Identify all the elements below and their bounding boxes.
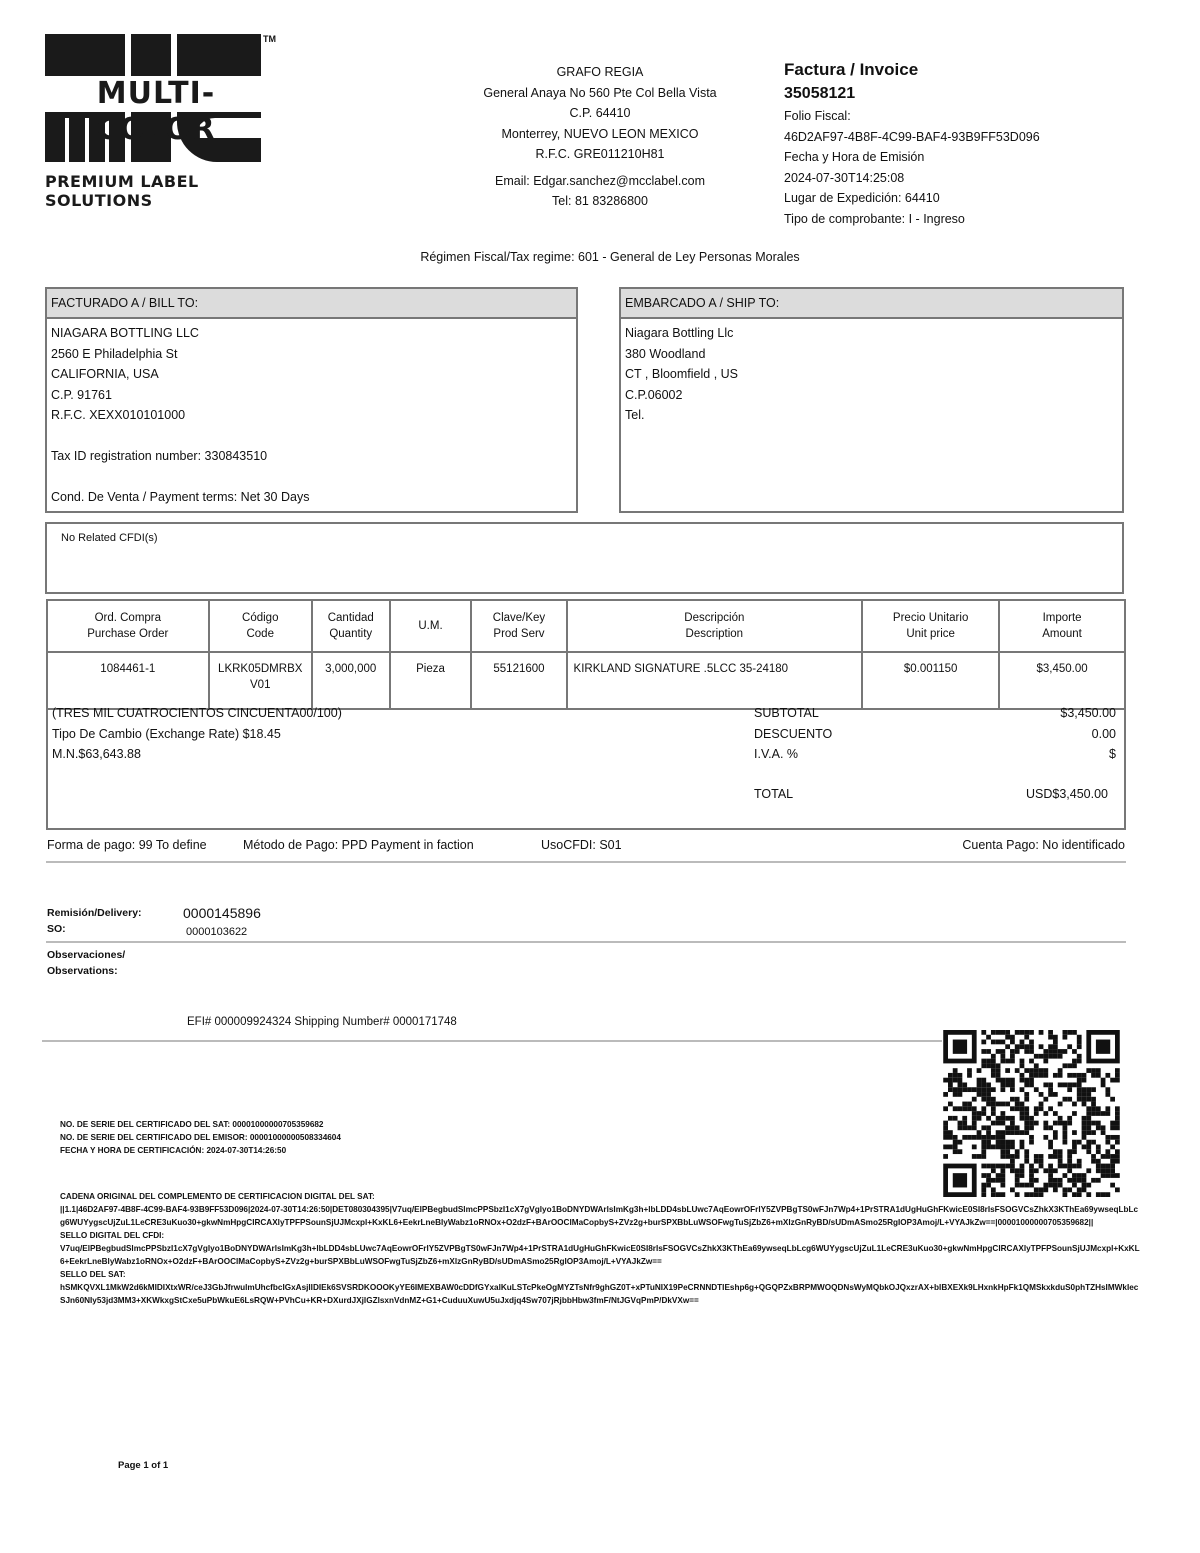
certification-date: FECHA Y HORA DE CERTIFICACIÓN: 2024-07-30T14:26:50	[60, 1146, 287, 1155]
so-label: SO:	[47, 923, 66, 935]
observations-label	[47, 947, 125, 979]
so-number: 0000103622	[186, 926, 248, 938]
totals-box	[46, 697, 1126, 830]
issuer-city: Monterrey, NUEVO LEON MEXICO	[501, 126, 699, 141]
column-header-line: Cantidad	[327, 612, 374, 624]
related-cfdi-box	[45, 522, 1124, 594]
column-header	[471, 600, 566, 652]
issuer-address: General Anaya No 560 Pte Col Bella Vista	[483, 85, 717, 100]
items-table	[46, 599, 1126, 710]
sello-cfdi-label: SELLO DIGITAL DEL CFDI:	[60, 1231, 165, 1240]
address-line: C.P.06002	[625, 387, 683, 402]
issuer-email: Email: Edgar.sanchez@mcclabel.com	[495, 173, 705, 188]
cfdi-use: UsoCFDI: S01	[541, 838, 622, 852]
issuer-tel: Tel: 81 83286800	[552, 194, 648, 208]
issuer-cp: C.P. 64410	[569, 106, 631, 120]
sello-sat: hSMKQVXL1MkW2d6kMIDIXtxWR/ceJ3GbJfrwulmUhcfbcIGxAsjIIDIEk6SVSRDKOOOKyYE6IMEXBAW0cDDfGYxalKuLSTcPkeOgMYZTsNfr9ghGZ0T+xPTuNIX19PeCRNNDTIEshp6g+QGQPZxBRPMWOQDNsWyMQbkOJQxzrAX+bIBXEXk9LHxnkHpFk1QMSkxkduS0phTZHsIMWkIecSJn60NIy53jd3MM3+XKWkxgStCxe5uPbWkuE6LsRQW+PVhCu+KR+DXurdJXjlGZlsxnVdnMZ+G1+CuduuXuwU5uJxdjq4Sw707jRjbbHbw3fmF/NtJGVqPmP/DkVXw==	[60, 1283, 1139, 1305]
invoice-info	[784, 58, 1124, 229]
iva-label: I.V.A. %	[754, 747, 799, 761]
voucher-type: Tipo de comprobante: I - Ingreso	[784, 211, 965, 226]
total-value: USD$3,450.00	[1025, 787, 1108, 801]
address-line: R.F.C. XEXX010101000	[51, 408, 186, 422]
logo-wordmark: MULTI-COLOR	[45, 76, 267, 112]
table-cell: $0.001150	[862, 652, 999, 709]
bill-to-lines	[47, 319, 576, 512]
table-cell: LKRK05DMRBX V01	[209, 652, 312, 709]
sello-cfdi: V7uq/ElPBegbudSlmcPPSbzI1cX7gVglyo1BoDNYDWArlsImKg3h+lbLDD4sbLUwc7AqEowrOFrlY5ZVPBgTS0wFJn7Wp4+1PrSTRA1dUgHuGhFKwicE0SI8rIsFSOGVCsZhkX3KThEa69ywseqLbLcg6WUYygscUjZuL1LeCRE3uKuo30+gkwNmHpgCIRCAXlyTPFPSounSjUJMcxpl+KxKL6+EekrLneBlyWabz1oRNOx+O2dzF+BArOOClMaCopbyS+ZVz2g+burSPXBbLuWSOFwgTuSjZbZ6+mXlzGnRyBD/sUDmASmo25RgIOP3Amoj/L+VYAJkZw==	[60, 1244, 1140, 1266]
folio-label: Folio Fiscal:	[784, 109, 851, 123]
address-line: Niagara Bottling Llc	[625, 326, 734, 340]
address-line	[51, 426, 572, 447]
column-header	[209, 600, 312, 652]
address-line: 380 Woodland	[625, 346, 706, 361]
issuer-rfc: R.F.C. GRE011210H81	[535, 147, 665, 161]
bill-to-heading: FACTURADO A / BILL TO:	[47, 289, 576, 319]
observations-label-en: Observations:	[47, 965, 118, 977]
bill-to-box	[45, 287, 578, 513]
table-cell: $3,450.00	[999, 652, 1125, 709]
date-label: Fecha y Hora de Emisión	[784, 150, 925, 164]
iva-value: $	[1109, 747, 1116, 761]
column-header-line: Code	[246, 628, 274, 640]
table-cell: 1084461-1	[47, 652, 209, 709]
observations-label-es: Observaciones/	[47, 949, 126, 961]
payment-form: Forma de pago: 99 To define	[47, 838, 207, 852]
column-header	[567, 600, 863, 652]
table-cell: KIRKLAND SIGNATURE .5LCC 35-24180	[567, 652, 863, 709]
payment-method: Método de Pago: PPD Payment in faction	[243, 838, 474, 852]
address-line: Cond. De Venta / Payment terms: Net 30 Days	[51, 490, 310, 504]
tax-regime: Régimen Fiscal/Tax regime: 601 - General de Ley Personas Morales	[420, 250, 800, 264]
logo-tagline: PREMIUM LABEL SOLUTIONS	[45, 172, 199, 210]
remision-label: Remisión/Delivery:	[47, 907, 142, 919]
divider	[46, 861, 1126, 863]
column-header-line: U.M.	[418, 620, 443, 632]
expedition-place: Lugar de Expedición: 64410	[784, 191, 940, 205]
table-cell: 55121600	[471, 652, 566, 709]
column-header-line: Precio Unitario	[892, 612, 969, 624]
column-header-line: Description	[685, 628, 744, 640]
table-cell: Pieza	[390, 652, 472, 709]
qr-code	[943, 1030, 1120, 1197]
column-header	[312, 600, 390, 652]
column-header-line: Amount	[1042, 628, 1082, 640]
ship-to-heading: EMBARCADO A / SHIP TO:	[621, 289, 1122, 319]
address-line: CALIFORNIA, USA	[51, 367, 159, 381]
column-header-line: Importe	[1042, 612, 1082, 624]
remision-number: 0000145896	[183, 905, 261, 921]
divider	[46, 941, 1126, 943]
amount-mn: M.N.$63,643.88	[52, 747, 141, 761]
folio-fiscal: 46D2AF97-4B8F-4C99-BAF4-93B9FF53D096	[784, 129, 1040, 144]
emisor-certificate: NO. DE SERIE DEL CERTIFICADO DEL EMISOR: 00001000000508334604	[60, 1133, 341, 1142]
column-header	[390, 600, 472, 652]
certificate-info	[60, 1118, 1140, 1157]
issue-date: 2024-07-30T14:25:08	[784, 170, 905, 185]
column-header-line: Código	[242, 612, 279, 624]
column-header	[999, 600, 1125, 652]
table-cell: 3,000,000	[312, 652, 390, 709]
address-line: Tax ID registration number: 330843510	[51, 449, 268, 463]
issuer-name: GRAFO REGIA	[556, 65, 644, 79]
table-header-row	[47, 600, 1125, 652]
cadena-label: CADENA ORIGINAL DEL COMPLEMENTO DE CERTIFICACION DIGITAL DEL SAT:	[60, 1192, 375, 1201]
cadena-original: ||1.1|46D2AF97-4B8F-4C99-BAF4-93B9FF53D096|2024-07-30T14:26:50|DET080304395|V7uq/ElPBegbudSlmcPPSbzI1cX7gVglyo1BoDNYDWArlsImKg3h+lbLDD4sbLUwc7AqEowrOFrlY5ZVPBgTS0wFJn7Wp4+1PrSTRA1dUgHuGhFKwicE0SI8rIsFSOGVCsZhkX3KThEa69ywseqLbLcg6WUYygscUjZuL1LeCRE3uKuo30+gkwNmHpgCIRCAXlyTPFPSounSjUJMcxpl+KxKL6+EekrLneBlyWabz1oRNOx+O2dzF+BArOOClMaCopbyS+ZVz2g+burSPXBbLuWSOFwgTuSjZbZ6+mXlzGnRyBD/sUDmASmo25RgIOP3Amoj/L+VYAJkZw==|00001000000705359682||	[60, 1205, 1139, 1227]
discount-value: 0.00	[1091, 726, 1116, 741]
address-line: CT , Bloomfield , US	[625, 367, 739, 381]
issuer-info	[450, 62, 750, 212]
efi-shipping: EFI# 000009924324 Shipping Number# 0000171748	[187, 1016, 457, 1028]
related-cfdi-text: No Related CFDI(s)	[61, 532, 158, 544]
column-header-line: Unit price	[906, 628, 955, 640]
total-label: TOTAL	[754, 787, 794, 801]
divider	[42, 1040, 942, 1042]
subtotal-label: SUBTOTAL	[754, 706, 819, 720]
address-line: NIAGARA BOTTLING LLC	[51, 326, 199, 340]
column-header-line: Ord. Compra	[94, 612, 162, 624]
address-line: 2560 E Philadelphia St	[51, 346, 178, 361]
column-header-line: Quantity	[329, 628, 373, 640]
column-header-line: Purchase Order	[87, 628, 169, 640]
address-line: C.P. 91761	[51, 387, 112, 402]
column-header	[47, 600, 209, 652]
column-header-line: Prod Serv	[493, 628, 545, 640]
column-header-line: Descripción	[684, 612, 745, 624]
discount-label: DESCUENTO	[754, 726, 833, 741]
exchange-rate: Tipo De Cambio (Exchange Rate) $18.45	[52, 726, 281, 741]
page-number: Page 1 of 1	[118, 1460, 169, 1471]
column-header-line: Clave/Key	[492, 612, 546, 624]
column-header	[862, 600, 999, 652]
ship-to-lines	[621, 319, 1122, 430]
amount-in-words: (TRES MIL CUATROCIENTOS CINCUENTA00/100)	[52, 706, 342, 720]
company-logo	[45, 34, 276, 210]
invoice-title: Factura / Invoice	[784, 60, 919, 79]
address-line: Tel.	[625, 408, 645, 422]
digital-seals	[60, 1190, 1140, 1307]
trademark-mark: TM	[263, 34, 276, 44]
sello-sat-label: SELLO DEL SAT:	[60, 1270, 126, 1279]
ship-to-box	[619, 287, 1124, 513]
sat-certificate: NO. DE SERIE DEL CERTIFICADO DEL SAT: 00001000000705359682	[60, 1120, 324, 1129]
address-line	[51, 467, 572, 488]
invoice-number: 35058121	[784, 85, 856, 102]
payment-account: Cuenta Pago: No identificado	[962, 838, 1125, 852]
subtotal-value: $3,450.00	[1060, 706, 1116, 720]
